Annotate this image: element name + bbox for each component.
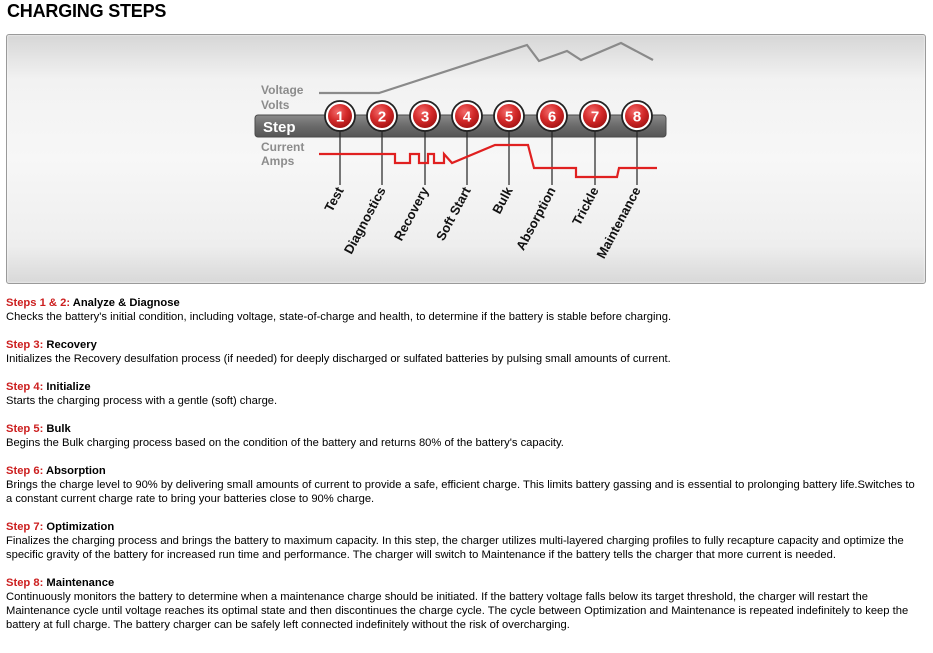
current-line <box>319 145 657 177</box>
step-block-maintenance <box>6 576 924 632</box>
svg-text:5: 5 <box>504 108 514 126</box>
stage-label-recovery: Recovery <box>390 184 432 244</box>
step-block-analyze <box>6 296 924 324</box>
step-block-absorption <box>6 464 924 506</box>
step-block-optimization <box>6 520 924 562</box>
step-circle-6 <box>537 101 567 131</box>
step-block-bulk <box>6 422 924 450</box>
step-heading <box>6 464 924 478</box>
svg-text:1: 1 <box>335 108 345 126</box>
step-circle-5 <box>494 101 524 131</box>
step-descriptions <box>6 296 924 646</box>
svg-text:8: 8 <box>632 108 642 126</box>
svg-text:2: 2 <box>377 108 387 126</box>
voltage-line <box>319 43 653 93</box>
step-description: Brings the charge level to 90% by delivering small amounts of current to provide a safe, efficient charge. This limits battery gassing and is essential to prolonging battery life.Switches to a constant current charge rate to bring your batteries close to 90% charge. <box>6 479 915 505</box>
stage-label-test: Test <box>321 184 347 215</box>
step-block-initialize <box>6 380 924 408</box>
step-circle-8 <box>622 101 652 131</box>
step-description: Finalizes the charging process and brings the battery to maximum capacity. In this step, the charger utilizes multi-layered charging profiles to fully recapture capacity and optimize the specific gravity of the battery for increased run time and performance. The charger will switch to Maintenance if the battery tells the charger that more current is needed. <box>6 535 904 561</box>
step-number-label: Step 7: <box>6 521 44 533</box>
step-block-recovery <box>6 338 924 366</box>
step-number-label: Steps 1 & 2: <box>6 297 71 309</box>
step-name: Analyze & Diagnose <box>70 297 180 309</box>
step-name: Maintenance <box>43 577 115 589</box>
step-description: Initializes the Recovery desulfation process (if needed) for deeply discharged or sulfated batteries by pulsing small amounts of current. <box>6 353 671 365</box>
step-heading <box>6 576 924 590</box>
volts-label: Volts <box>261 98 290 112</box>
step-heading <box>6 422 924 436</box>
step-number-label: Step 6: <box>6 465 44 477</box>
diagram-canvas <box>7 35 925 283</box>
stage-label-soft-start: Soft Start <box>432 184 474 244</box>
step-circle-7 <box>580 101 610 131</box>
step-number-label: Step 3: <box>6 339 44 351</box>
step-circle-3 <box>410 101 440 131</box>
step-name: Optimization <box>43 521 115 533</box>
stage-label-trickle: Trickle <box>569 184 602 228</box>
current-label: Current <box>261 140 305 154</box>
step-heading <box>6 338 924 352</box>
step-description: Continuously monitors the battery to determine when a maintenance charge should be initiated. If the battery voltage falls below its target threshold, the charger will restart the Maintenance cycle until voltage reaches its optimal state and then discontinues the charge cycle. The cycle between Optimization and Maintenance is repeated indefinitely to keep the battery at full charge. The battery charger can be safely left connected indefinitely without the risk of overcharging. <box>6 591 909 631</box>
step-number-label: Step 4: <box>6 381 44 393</box>
stage-label-maintenance: Maintenance <box>593 184 644 261</box>
step-description: Checks the battery's initial condition, including voltage, state-of-charge and health, to determine if the battery is stable before charging. <box>6 311 672 323</box>
voltage-label: Voltage <box>261 83 304 97</box>
step-name: Absorption <box>43 465 106 477</box>
stage-labels <box>321 184 643 261</box>
svg-text:7: 7 <box>590 108 600 126</box>
step-description: Starts the charging process with a gentle (soft) charge. <box>6 395 278 407</box>
step-heading <box>6 520 924 534</box>
step-number-label: Step 5: <box>6 423 44 435</box>
step-bar-label: Step <box>263 119 296 136</box>
step-number-label: Step 8: <box>6 577 44 589</box>
step-description: Begins the Bulk charging process based on the condition of the battery and returns 80% of the battery's capacity. <box>6 437 564 449</box>
stage-label-absorption: Absorption <box>512 184 559 253</box>
stage-label-bulk: Bulk <box>489 184 516 217</box>
svg-text:6: 6 <box>547 108 557 126</box>
step-circle-1 <box>325 101 355 131</box>
page-title: CHARGING STEPS <box>7 1 167 21</box>
stage-label-diagnostics: Diagnostics <box>340 184 389 257</box>
step-circle-2 <box>367 101 397 131</box>
charging-steps-diagram <box>6 34 926 284</box>
step-name: Bulk <box>43 423 71 435</box>
amps-label: Amps <box>261 154 295 168</box>
step-heading <box>6 296 924 310</box>
step-circle-4 <box>452 101 482 131</box>
step-name: Initialize <box>43 381 91 393</box>
svg-text:3: 3 <box>420 108 430 126</box>
svg-text:4: 4 <box>462 108 472 126</box>
step-name: Recovery <box>43 339 97 351</box>
step-heading <box>6 380 924 394</box>
